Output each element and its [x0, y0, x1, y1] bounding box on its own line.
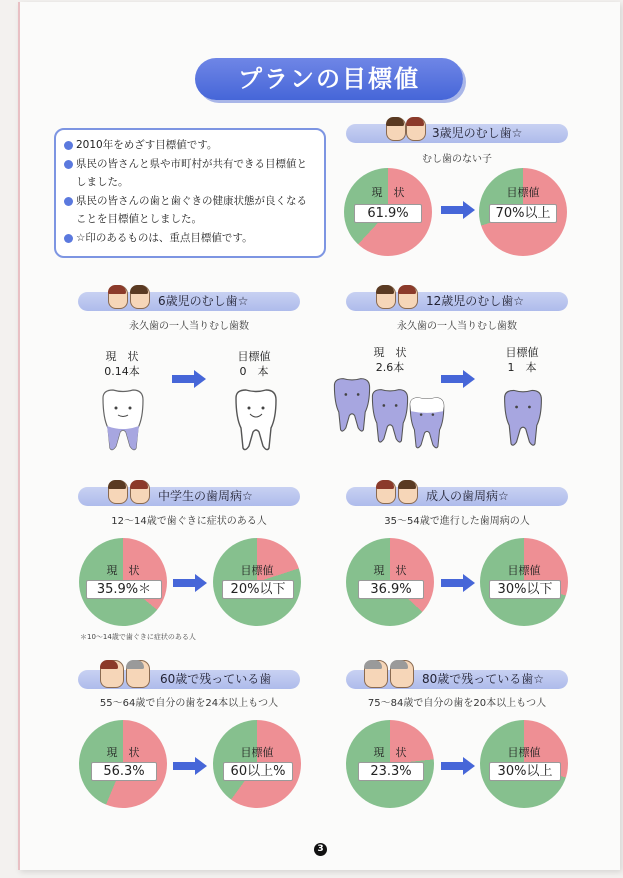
- current-value: 36.9%: [358, 580, 424, 599]
- adult-face-icon: [376, 480, 396, 504]
- target-label: 目標値: [237, 350, 271, 363]
- child-face-icon: [130, 285, 150, 309]
- arrow-right-icon: [441, 201, 475, 219]
- tooth-icon: [406, 394, 448, 452]
- current-label: 現 状: [106, 746, 140, 759]
- arrow-right-icon: [172, 370, 206, 388]
- tooth-icon: [231, 388, 281, 452]
- elder-face-icon: [390, 660, 414, 688]
- intro-item: ☆印のあるものは、重点目標値です。: [64, 229, 316, 248]
- tooth-icon: [98, 388, 148, 452]
- current-label: 現 状: [373, 564, 407, 577]
- intro-item: 2010年をめざす目標値です。: [64, 136, 316, 155]
- current-label: 現 状: [373, 746, 407, 759]
- target-value: 1 本: [507, 361, 537, 374]
- footnote: ＊10～14歳で歯ぐきに症状のある人: [80, 633, 196, 641]
- elder-face-icon: [100, 660, 124, 688]
- target-label: 目標値: [507, 564, 541, 577]
- current-value: 0.14本: [104, 365, 140, 378]
- arrow-right-icon: [173, 574, 207, 592]
- arrow-right-icon: [441, 370, 475, 388]
- section-heading-text: 3歳児のむし歯☆: [432, 126, 523, 140]
- current-label: 現 状: [371, 186, 405, 199]
- section-heading-text: 中学生の歯周病☆: [158, 489, 253, 503]
- current-value: 61.9%: [354, 204, 422, 223]
- arrow-right-icon: [441, 757, 475, 775]
- section-heading-text: 6歳児のむし歯☆: [158, 294, 249, 308]
- section-subtitle: 55～64歳で自分の歯を24本以上もつ人: [99, 698, 279, 709]
- section-subtitle: 永久歯の一人当りむし歯数: [397, 321, 517, 332]
- current-label: 現 状: [373, 346, 407, 359]
- target-label: 目標値: [505, 346, 539, 359]
- arrow-right-icon: [441, 574, 475, 592]
- section-heading-text: 12歳児のむし歯☆: [426, 294, 525, 308]
- page-number: 3: [314, 843, 327, 856]
- section-subtitle: 12～14歳で歯ぐきに症状のある人: [111, 516, 267, 527]
- intro-box: [54, 128, 326, 258]
- target-value: 60以上%: [223, 762, 293, 781]
- target-value: 30%以下: [489, 580, 561, 599]
- child-face-icon: [406, 117, 426, 141]
- target-label: 目標値: [507, 746, 541, 759]
- child-face-icon: [398, 285, 418, 309]
- section-heading-6yo: [78, 292, 300, 311]
- current-value: 2.6本: [375, 361, 405, 374]
- section-heading-text: 80歳で残っている歯☆: [422, 672, 545, 686]
- section-subtitle: 75～84歳で自分の歯を20本以上もつ人: [367, 698, 547, 709]
- child-face-icon: [108, 480, 128, 504]
- current-value: 23.3%: [358, 762, 424, 781]
- current-value: 35.9%＊: [86, 580, 162, 599]
- child-face-icon: [376, 285, 396, 309]
- elder-face-icon: [126, 660, 150, 688]
- section-heading-middle-school: [78, 487, 300, 506]
- target-value: 20%以下: [222, 580, 294, 599]
- child-face-icon: [386, 117, 406, 141]
- target-value: 70%以上: [489, 204, 557, 223]
- target-label: 目標値: [240, 746, 274, 759]
- current-value: 56.3%: [91, 762, 157, 781]
- adult-face-icon: [398, 480, 418, 504]
- current-label: 現 状: [106, 564, 140, 577]
- section-subtitle: 永久歯の一人当りむし歯数: [129, 321, 249, 332]
- current-label: 現 状: [105, 350, 139, 363]
- section-heading-text: 成人の歯周病☆: [426, 489, 509, 503]
- intro-item: 県民の皆さんと県や市町村が共有できる目標値としました。: [64, 155, 316, 192]
- child-face-icon: [130, 480, 150, 504]
- section-heading-text: 60歳で残っている歯: [160, 672, 272, 686]
- section-heading-3yo: [346, 124, 568, 143]
- target-label: 目標値: [240, 564, 274, 577]
- section-heading-60yo: [78, 670, 300, 689]
- section-heading-12yo: [346, 292, 568, 311]
- section-subtitle: むし歯のない子: [422, 154, 492, 165]
- intro-item: 県民の皆さんの歯と歯ぐきの健康状態が良くなることを目標値としました。: [64, 192, 316, 229]
- section-subtitle: 35～54歳で進行した歯周病の人: [384, 516, 530, 527]
- arrow-right-icon: [173, 757, 207, 775]
- section-heading-80yo: [346, 670, 568, 689]
- child-face-icon: [108, 285, 128, 309]
- elder-face-icon: [364, 660, 388, 688]
- tooth-icon: [500, 385, 546, 451]
- section-heading-adult: [346, 487, 568, 506]
- target-value: 0 本: [239, 365, 269, 378]
- target-label: 目標値: [506, 186, 540, 199]
- page-title: プランの目標値: [195, 58, 463, 100]
- target-value: 30%以上: [489, 762, 561, 781]
